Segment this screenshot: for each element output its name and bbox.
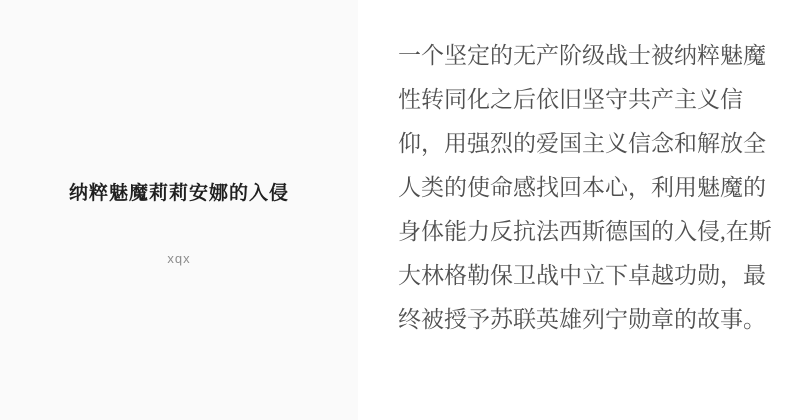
description-line: 一个坚定的无产阶级战士被纳粹魅魔: [398, 43, 766, 68]
book-title: 纳粹魅魔莉莉安娜的入侵: [68, 182, 289, 204]
description-line: 性转同化之后依旧坚守共产主义信: [398, 87, 743, 112]
description-line: 仰，用强烈的爱国主义信念和解放全: [398, 131, 766, 156]
book-author: xqx: [167, 250, 191, 266]
description-panel: [358, 0, 800, 420]
book-description: [398, 34, 772, 342]
title-panel: [0, 0, 358, 420]
description-line: 大林格勒保卫战中立下卓越功勋，最: [398, 263, 766, 288]
description-line: 终被授予苏联英雄列宁勋章的故事。: [398, 307, 766, 332]
description-line: 身体能力反抗法西斯德国的入侵,在斯: [398, 219, 772, 244]
description-line: 人类的使命感找回本心，利用魅魔的: [398, 175, 766, 200]
